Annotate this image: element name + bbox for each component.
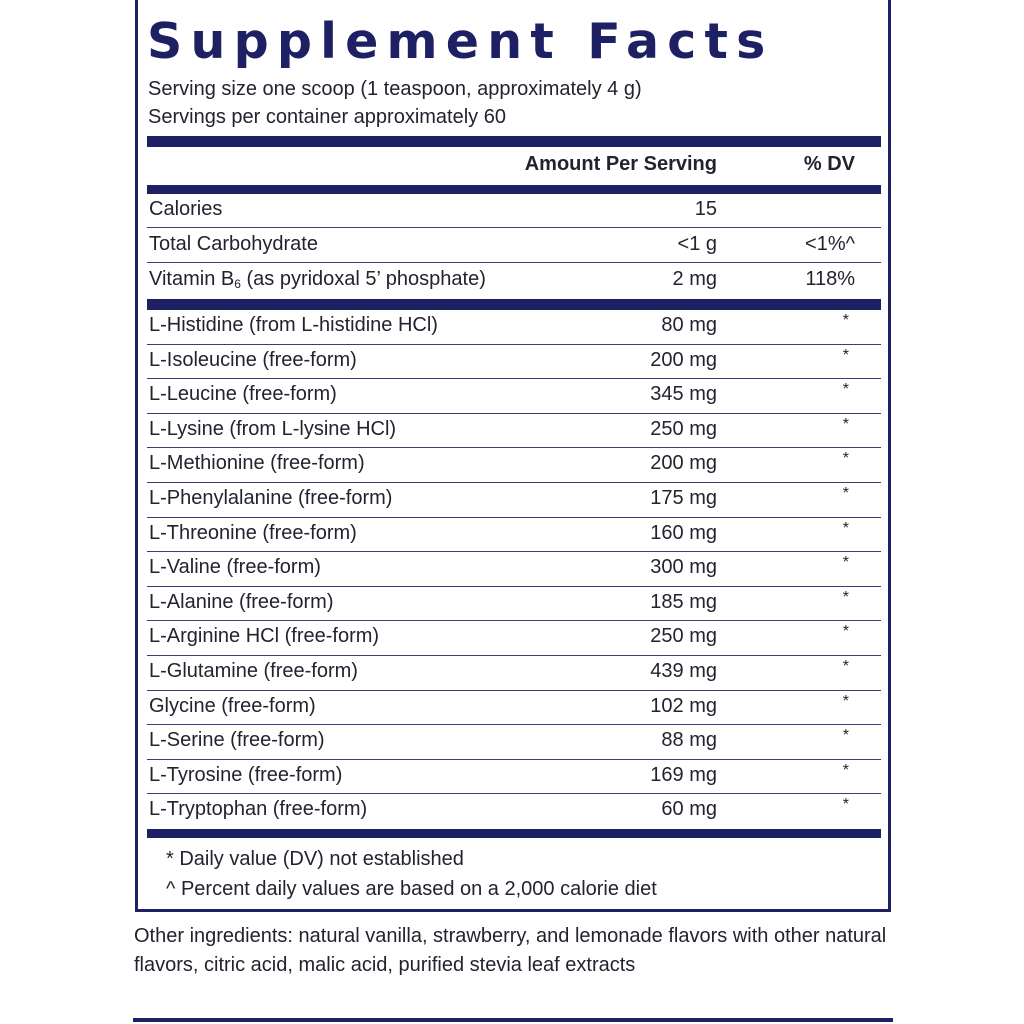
- amino-acid-dv: *: [842, 623, 849, 641]
- nutrient-name: Calories: [149, 198, 223, 220]
- thick-divider-top: [147, 136, 881, 147]
- nutrient-amount: <1 g: [677, 233, 717, 255]
- amino-acid-name: L-Tyrosine (free-form): [149, 763, 343, 786]
- amino-acid-dv: *: [842, 554, 849, 572]
- amino-acid-name: L-Isoleucine (free-form): [149, 348, 357, 371]
- amino-acid-dv: *: [842, 692, 849, 710]
- amino-acid-row: [147, 656, 881, 691]
- amino-acid-name: L-Methionine (free-form): [149, 452, 365, 475]
- nutrient-row: [147, 264, 881, 298]
- amino-acid-name: L-Histidine (from L-histidine HCl): [149, 314, 438, 336]
- amino-acid-row: [147, 345, 881, 380]
- amino-acid-row: [147, 691, 881, 726]
- amino-acid-dv: *: [842, 485, 849, 502]
- nutrient-name: [149, 268, 486, 291]
- amino-acid-amount: 185 mg: [650, 590, 717, 613]
- amount-column-header: Amount Per Serving: [524, 153, 717, 175]
- amino-acid-row: [147, 587, 881, 622]
- amino-acid-amount: 102 mg: [650, 694, 717, 717]
- nutrient-dv: <1%^: [805, 233, 855, 255]
- amino-acid-name: L-Phenylalanine (free-form): [149, 487, 393, 509]
- column-header-row: [147, 148, 881, 184]
- panel-title: Supplement Facts: [147, 13, 774, 70]
- amino-acid-amount: 80 mg: [661, 314, 717, 336]
- amino-acid-name: L-Alanine (free-form): [149, 590, 334, 613]
- amino-acid-row: [147, 621, 881, 656]
- vitamin-name: Vitamin B: [149, 268, 235, 290]
- amino-acid-dv: *: [842, 450, 849, 468]
- bottom-rule: [133, 1018, 893, 1022]
- nutrient-dv: 118%: [805, 268, 855, 290]
- footnote-percent: ^ Percent daily values are based on a 2,000 calorie diet: [166, 878, 657, 900]
- nutrient-amount: 2 mg: [672, 268, 717, 290]
- amino-acid-amount: 60 mg: [661, 798, 717, 821]
- amino-acid-name: L-Glutamine (free-form): [149, 660, 358, 682]
- amino-acid-name: L-Leucine (free-form): [149, 383, 337, 406]
- servings-per-container: Servings per container approximately 60: [148, 106, 506, 128]
- amino-acid-dv: *: [842, 761, 849, 779]
- amino-acid-name: L-Threonine (free-form): [149, 521, 357, 544]
- thick-divider-amino: [147, 299, 881, 310]
- amino-acid-row: [147, 310, 881, 345]
- amino-acid-amount: 175 mg: [650, 487, 717, 509]
- amino-acid-amount: 345 mg: [650, 383, 717, 406]
- amino-acid-name: L-Tryptophan (free-form): [149, 798, 368, 821]
- amino-acid-row: [147, 483, 881, 518]
- vitamin-subscript: 6: [234, 277, 241, 291]
- amino-acid-amount: 169 mg: [650, 763, 717, 786]
- amino-acid-amount: 250 mg: [650, 417, 717, 440]
- amino-acid-dv: *: [842, 346, 849, 364]
- nutrient-row: [147, 194, 881, 228]
- amino-acid-amount: 250 mg: [650, 625, 717, 648]
- amino-acid-row: [147, 518, 881, 553]
- amino-acid-row: [147, 414, 881, 449]
- amino-acid-name: L-Arginine HCl (free-form): [149, 625, 380, 648]
- amino-acid-dv: *: [842, 381, 849, 399]
- amino-acid-dv: *: [842, 519, 849, 537]
- vitamin-form: (as pyridoxal 5’ phosphate): [240, 268, 486, 290]
- amino-acid-dv: *: [842, 727, 849, 745]
- nutrient-row: [147, 229, 881, 263]
- amino-acid-amount: 300 mg: [650, 556, 717, 579]
- thick-divider-bottom: [147, 829, 881, 838]
- dv-column-header: % DV: [803, 153, 855, 175]
- amino-acid-row: [147, 760, 881, 795]
- amino-acid-name: L-Lysine (from L-lysine HCl): [149, 417, 397, 440]
- amino-acid-name: L-Valine (free-form): [149, 556, 321, 579]
- amino-acid-amount: 200 mg: [650, 348, 717, 371]
- amino-acid-row: [147, 448, 881, 483]
- amino-acid-dv: *: [842, 658, 849, 675]
- amino-acid-amount: 439 mg: [650, 660, 717, 682]
- amino-acid-name: Glycine (free-form): [149, 694, 316, 717]
- amino-acid-row: [147, 725, 881, 760]
- thick-divider-header: [147, 185, 881, 194]
- nutrient-amount: 15: [694, 198, 717, 220]
- amino-acid-dv: *: [842, 796, 849, 814]
- serving-size: Serving size one scoop (1 teaspoon, approximately 4 g): [148, 78, 642, 100]
- amino-acid-name: L-Serine (free-form): [149, 729, 325, 752]
- amino-acid-amount: 200 mg: [650, 452, 717, 475]
- other-ingredients: Other ingredients: natural vanilla, strawberry, and lemonade flavors with other natural flavors, citric acid, malic acid, purified stevia leaf extracts: [134, 925, 887, 976]
- footnote-dv: * Daily value (DV) not established: [166, 848, 464, 870]
- amino-acid-row: [147, 552, 881, 587]
- amino-acid-amount: 88 mg: [661, 729, 717, 752]
- amino-acid-amount: 160 mg: [650, 521, 717, 544]
- amino-acid-dv: *: [842, 415, 849, 433]
- amino-acid-row: [147, 379, 881, 414]
- nutrient-name: Total Carbohydrate: [149, 233, 318, 255]
- amino-acid-dv: *: [842, 588, 849, 606]
- amino-acid-row: [147, 794, 881, 829]
- amino-acid-dv: *: [842, 312, 849, 329]
